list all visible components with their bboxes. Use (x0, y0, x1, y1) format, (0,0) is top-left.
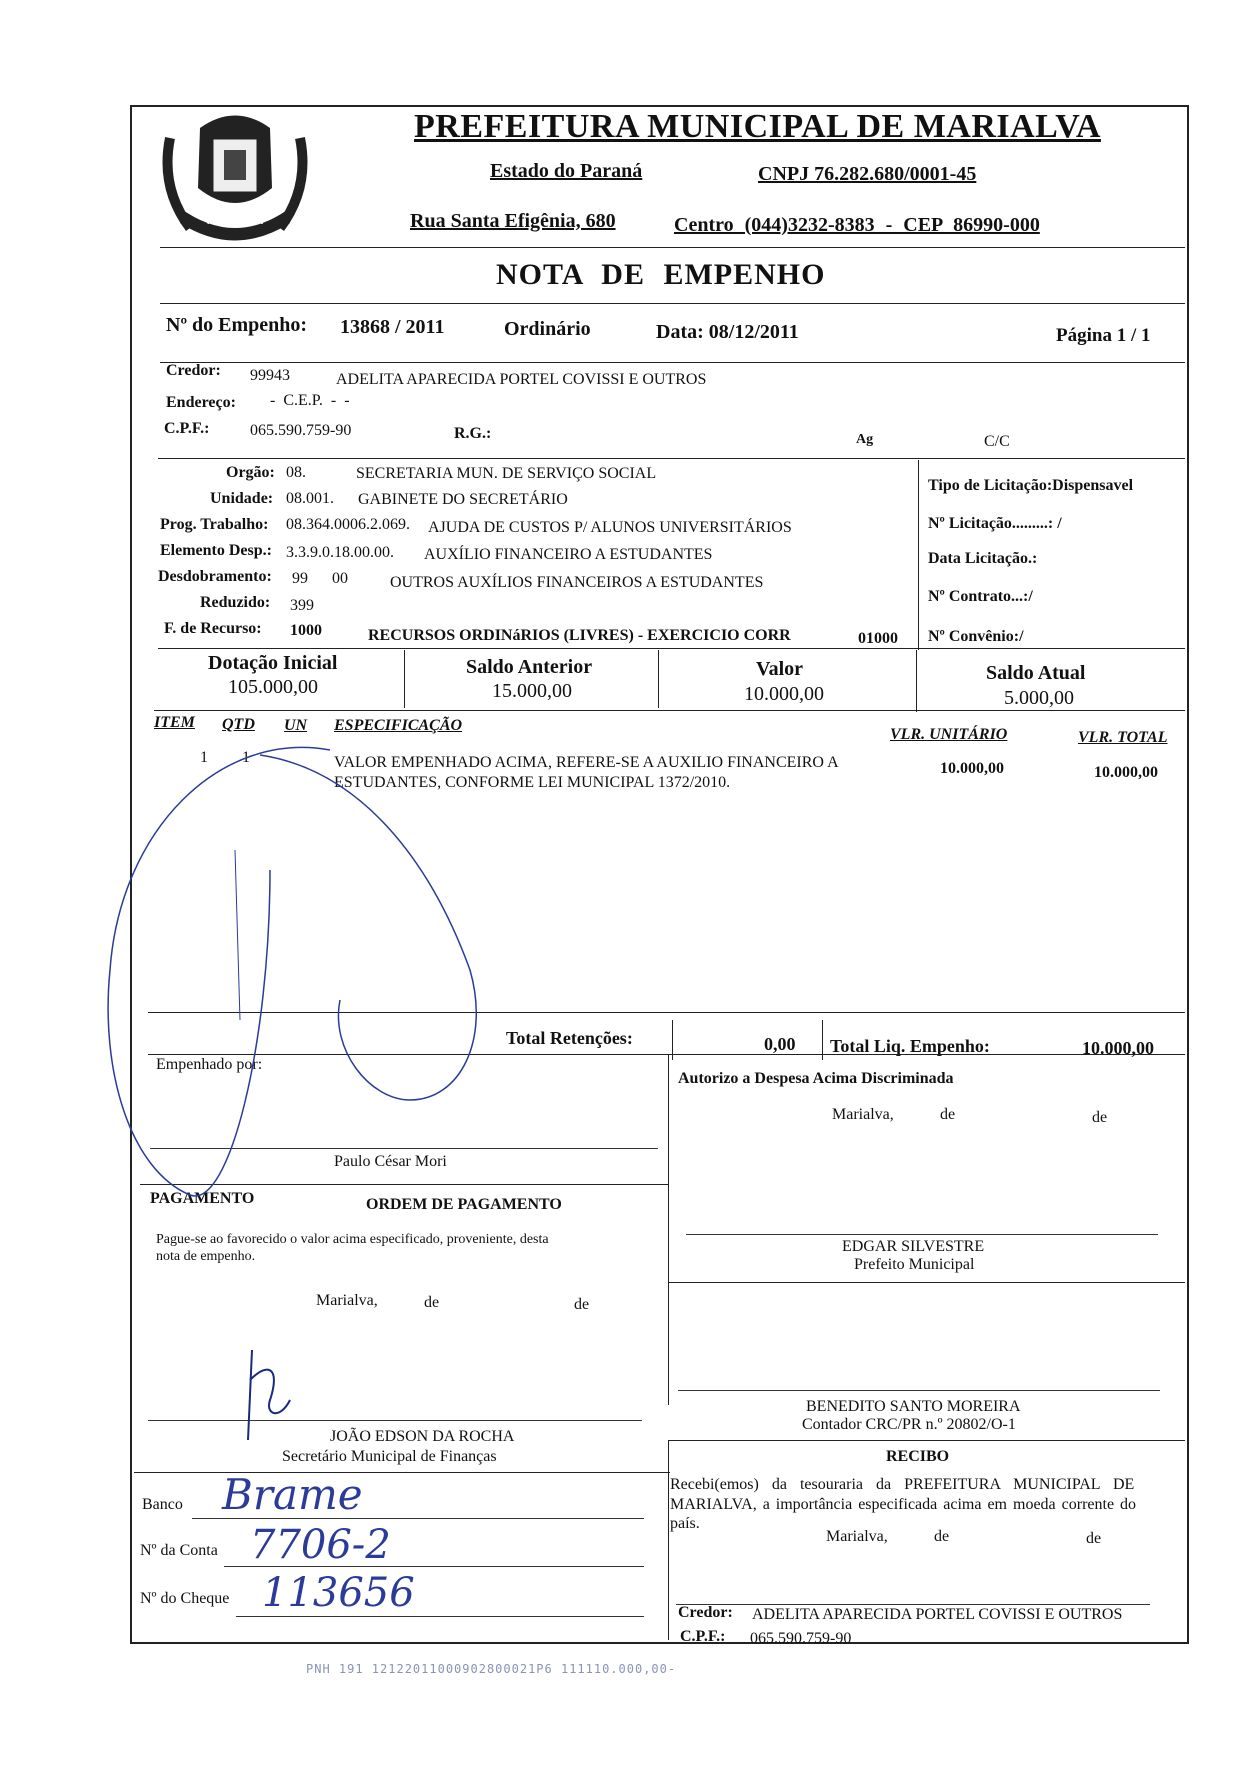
credor-name: ADELITA APARECIDA PORTEL COVISSI E OUTROS (336, 371, 707, 388)
elemento-label: Elemento Desp.: (160, 542, 272, 559)
desdobramento-desc: OUTROS AUXÍLIOS FINANCEIROS A ESTUDANTES (390, 574, 764, 591)
reduzido-code: 399 (290, 597, 314, 614)
recibo-place: Marialva, (826, 1528, 888, 1545)
empenho-type: Ordinário (504, 318, 591, 340)
total-liq-value: 10.000,00 (1082, 1038, 1154, 1058)
recurso-label: F. de Recurso: (164, 620, 262, 637)
pagamento-de2: de (574, 1296, 590, 1313)
pagamento-place: Marialva, (316, 1292, 378, 1309)
recurso-code: 1000 (290, 622, 322, 639)
document-title: NOTA DE EMPENHO (496, 258, 826, 291)
page-number: Página 1 / 1 (1056, 325, 1151, 346)
recurso-num: 01000 (858, 630, 898, 647)
recibo-credor-label: Credor: (678, 1604, 733, 1621)
valor-label: Valor (756, 658, 804, 680)
empenho-number: 13868 / 2011 (340, 316, 445, 338)
orgao-code: 08. (286, 464, 306, 481)
col-item: ITEM (154, 714, 195, 731)
banco-handwritten: Brame (222, 1470, 363, 1519)
empenho-label: Nº do Empenho: (166, 314, 308, 336)
recibo-text-line1: Recebi(emos) da tesouraria da PREFEITURA MUNICIPAL DE (670, 1476, 1135, 1493)
item-spec-line2: ESTUDANTES, CONFORME LEI MUNICIPAL 1372/2010. (334, 774, 731, 791)
autorizo-place: Marialva, (832, 1106, 894, 1123)
secretario-signature-icon (240, 1340, 310, 1450)
ordem-pagamento-title: ORDEM DE PAGAMENTO (366, 1196, 562, 1213)
reduzido-label: Reduzido: (200, 594, 271, 611)
autorizo-de1: de (940, 1106, 956, 1123)
secretario-title: Secretário Municipal de Finanças (282, 1448, 497, 1465)
recibo-credor-name: ADELITA APARECIDA PORTEL COVISSI E OUTROS (752, 1606, 1123, 1623)
n-convenio: Nº Convênio:/ (928, 628, 1024, 645)
unidade-code: 08.001. (286, 490, 334, 507)
prog-trabalho-desc: AJUDA DE CUSTOS P/ ALUNOS UNIVERSITÁRIOS (428, 519, 792, 536)
empenhado-label: Empenhado por: (156, 1056, 263, 1073)
col-spec: ESPECIFICAÇÃO (334, 717, 463, 734)
col-qtd: QTD (222, 716, 255, 733)
retencoes-value: 0,00 (764, 1034, 796, 1054)
page-title: PREFEITURA MUNICIPAL DE MARIALVA (414, 108, 1101, 145)
recibo-text-line3: país. (670, 1515, 700, 1532)
signature-scribble-icon (100, 740, 500, 1200)
crest-text: MARIALVA (206, 215, 264, 227)
saldo-atual-label: Saldo Atual (986, 662, 1086, 684)
banco-label: Banco (142, 1496, 183, 1513)
address-label: Endereço: (166, 394, 236, 411)
address-street: Rua Santa Efigênia, 680 (410, 210, 616, 232)
cheque-handwritten: 113656 (262, 1570, 415, 1616)
item-number: 1 (200, 749, 208, 766)
item-spec-line1: VALOR EMPENHADO ACIMA, REFERE-SE A AUXILIO FINANCEIRO A (334, 754, 839, 771)
contador-name: BENEDITO SANTO MOREIRA (806, 1398, 1021, 1415)
total-liq-label: Total Liq. Empenho: (830, 1036, 990, 1056)
address-contact: Centro (044)3232-8383 - CEP 86990-000 (674, 214, 1040, 236)
tipo-licitacao: Tipo de Licitação:Dispensavel (928, 477, 1134, 494)
state-label: Estado do Paraná (490, 160, 643, 182)
prog-trabalho-code: 08.364.0006.2.069. (286, 516, 410, 533)
saldo-anterior-value: 15.000,00 (492, 680, 572, 702)
n-contrato: Nº Contrato...:/ (928, 588, 1033, 605)
desdobramento-code: 99 00 (292, 570, 348, 587)
orgao-desc: SECRETARIA MUN. DE SERVIÇO SOCIAL (356, 465, 657, 482)
recibo-de2: de (1086, 1530, 1102, 1547)
dotacao-value: 105.000,00 (228, 676, 318, 698)
ag-label: Ag (856, 432, 874, 447)
col-total-value: VLR. TOTAL (1078, 729, 1168, 746)
contador-title: Contador CRC/PR n.º 20802/O-1 (802, 1416, 1016, 1433)
cc-label: C/C (984, 433, 1010, 450)
saldo-atual-value: 5.000,00 (1004, 687, 1074, 709)
cpf-label: C.P.F.: (164, 420, 210, 437)
credor-code: 99943 (250, 367, 290, 384)
address-value: - C.E.P. - - (270, 392, 350, 409)
rg-label: R.G.: (454, 425, 492, 442)
dotacao-label: Dotação Inicial (208, 652, 338, 674)
cnpj-label: CNPJ 76.282.680/0001-45 (758, 163, 977, 185)
desdobramento-label: Desdobramento: (158, 568, 272, 585)
recibo-cpf-label: C.P.F.: (680, 1628, 726, 1645)
prefeito-title: Prefeito Municipal (854, 1256, 975, 1273)
elemento-desc: AUXÍLIO FINANCEIRO A ESTUDANTES (424, 546, 713, 563)
recibo-title: RECIBO (886, 1448, 950, 1465)
conta-handwritten: 7706-2 (250, 1522, 391, 1568)
recurso-desc: RECURSOS ORDINáRIOS (LIVRES) - EXERCICIO CORR (368, 627, 791, 644)
cheque-label: Nº do Cheque (140, 1590, 230, 1607)
elemento-code: 3.3.9.0.18.00.00. (286, 544, 394, 561)
secretario-name: JOÃO EDSON DA ROCHA (330, 1428, 515, 1445)
col-un: UN (284, 717, 308, 734)
municipal-crest-icon (160, 98, 310, 248)
unidade-desc: GABINETE DO SECRETÁRIO (358, 491, 568, 508)
item-unit-value: 10.000,00 (940, 760, 1004, 777)
col-unit-value: VLR. UNITÁRIO (890, 726, 1008, 743)
credor-label: Credor: (166, 362, 221, 379)
prog-trabalho-label: Prog. Trabalho: (160, 516, 269, 533)
saldo-anterior-label: Saldo Anterior (466, 656, 593, 678)
empenhado-name: Paulo César Mori (334, 1153, 447, 1170)
item-total-value: 10.000,00 (1094, 764, 1158, 781)
unidade-label: Unidade: (210, 490, 274, 507)
prefeito-name: EDGAR SILVESTRE (842, 1238, 985, 1255)
conta-label: Nº da Conta (140, 1542, 218, 1559)
retencoes-label: Total Retenções: (506, 1028, 633, 1048)
pagamento-text-line1: Pague-se ao favorecido o valor acima especificado, proveniente, desta (156, 1232, 549, 1247)
item-qtd: 1 (242, 749, 250, 766)
pagamento-de1: de (424, 1294, 440, 1311)
n-licitacao: Nº Licitação.........: / (928, 515, 1062, 532)
cpf-value: 065.590.759-90 (250, 422, 352, 439)
recibo-cpf-value: 065.590.759-90 (750, 1630, 852, 1647)
recibo-text-line2: MARIALVA, a importância especificada acima em moeda corrente do (670, 1496, 1137, 1513)
valor-value: 10.000,00 (744, 683, 824, 705)
footer-code: PNH 191 12122011000902800021P6 111110.000,00- (306, 1662, 677, 1676)
autorizo-label: Autorizo a Despesa Acima Discriminada (678, 1070, 954, 1087)
recibo-de1: de (934, 1528, 950, 1545)
data-licitacao: Data Licitação.: (928, 550, 1038, 567)
orgao-label: Orgão: (226, 464, 275, 481)
autorizo-de2: de (1092, 1109, 1108, 1126)
pagamento-text-line2: nota de empenho. (156, 1249, 256, 1264)
pagamento-label: PAGAMENTO (150, 1190, 255, 1207)
empenho-date: Data: 08/12/2011 (656, 321, 799, 343)
